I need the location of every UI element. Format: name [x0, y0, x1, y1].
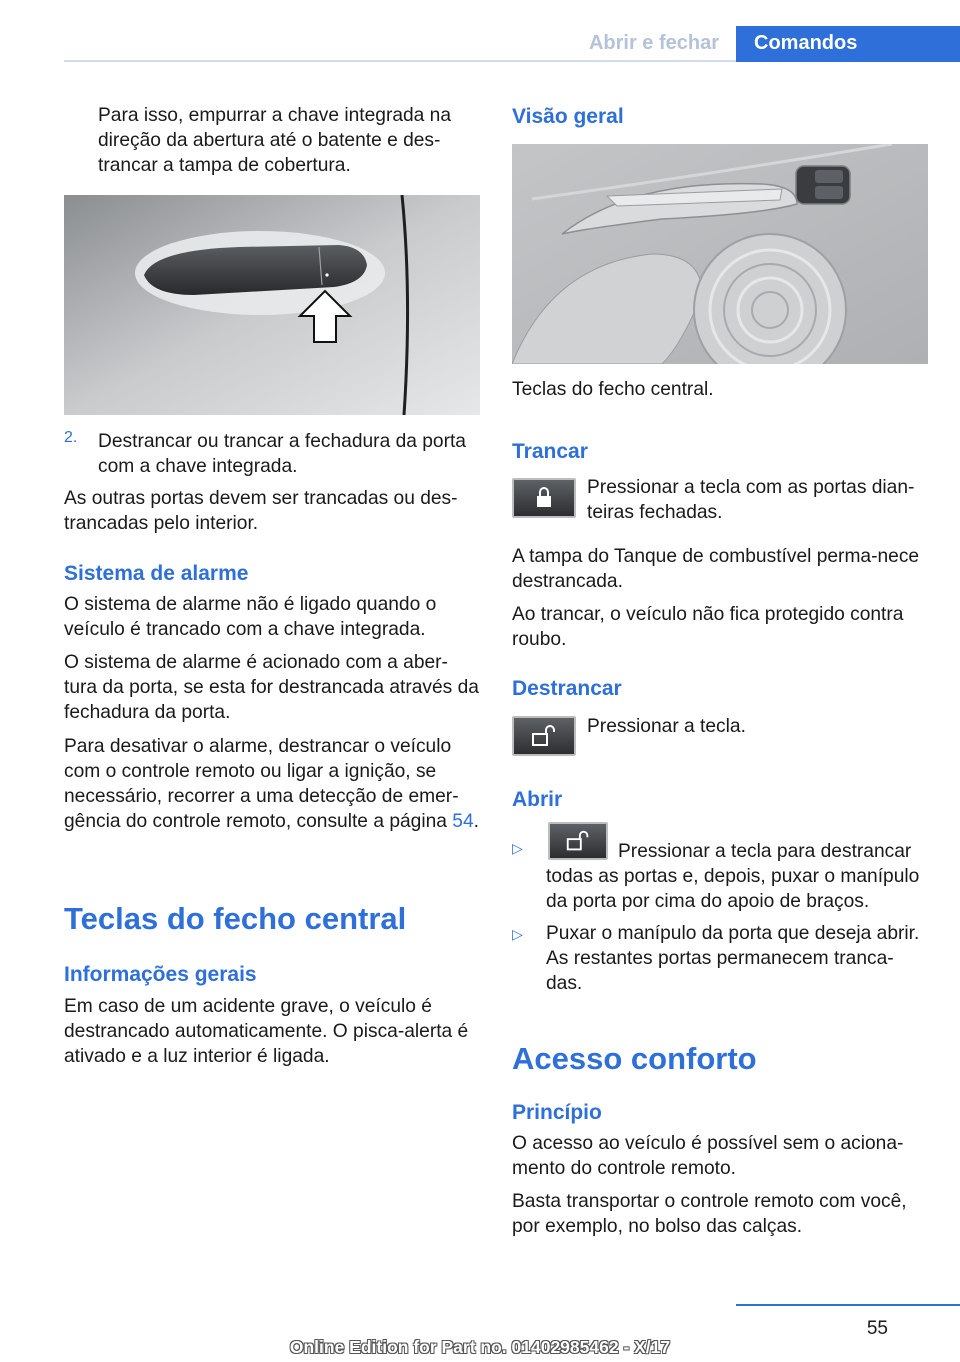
page-number: 55: [866, 1318, 888, 1339]
alarm-para-1: O sistema de alarme não é ligado quando o veículo é trancado com a chave integrada.: [64, 594, 437, 640]
door-panel-photo: [512, 144, 928, 364]
intro-text: Para isso, empurrar a chave integrada na direção da abertura até o batente e des-trancar a tampa de cobertura.: [98, 105, 452, 176]
principle-para-1: O acesso ao veículo é possível sem o aciona-mento do controle remoto.: [512, 1133, 904, 1179]
lock-key-icon: [512, 478, 576, 518]
page-link[interactable]: 54: [452, 811, 474, 832]
lock-text: Pressionar a tecla com as portas dian-teiras fechadas.: [587, 477, 915, 523]
open-item-1-text: Pressionar a tecla para destrancar todas as portas e, depois, puxar o manípulo da porta por cima do apoio de braços.: [546, 841, 920, 912]
door-switch-cluster: [796, 166, 850, 204]
alarm-heading: Sistema de alarme: [64, 562, 249, 585]
overview-caption: Teclas do fecho central.: [512, 379, 714, 400]
bullet-icon: ▷: [512, 926, 523, 942]
unlock-heading: Destrancar: [512, 677, 622, 700]
current-tab[interactable]: Comandos: [736, 26, 960, 62]
other-doors-text: As outras portas devem ser trancadas ou des-trancadas pelo interior.: [64, 488, 458, 534]
alarm-para-2: O sistema de alarme é acionado com a aber-tura da porta, se esta for destrancada através da fechadura da porta.: [64, 652, 479, 723]
open-item-1: [512, 822, 928, 914]
open-item-2-text: Puxar o manípulo da porta que deseja abrir. As restantes portas permanecem tranca-das.: [546, 923, 920, 994]
unlock-key-icon: [512, 716, 576, 756]
step-2: [64, 429, 480, 479]
open-heading: Abrir: [512, 788, 563, 811]
unlock-text: Pressionar a tecla.: [587, 716, 746, 737]
fuel-flap-text: A tampa do Tanque de combustível perma-nece destrancada.: [512, 546, 920, 592]
open-item-2: [512, 921, 928, 996]
step-number: 2.: [64, 429, 78, 446]
lock-open-icon: [550, 824, 606, 858]
theft-text: Ao trancar, o veículo não fica protegido contra roubo.: [512, 604, 904, 650]
step-text: Destrancar ou trancar a fechadura da porta com a chave integrada.: [98, 431, 466, 477]
door-handle-illustration: [64, 195, 480, 415]
section-tab[interactable]: Abrir e fechar: [588, 32, 720, 54]
principle-para-2: Basta transportar o controle remoto com você, por exemplo, no bolso das calças.: [512, 1191, 907, 1237]
footer-rule: [736, 1304, 960, 1306]
general-info-text: Em caso de um acidente grave, o veículo é destrancado automaticamente. O pisca-alerta é ativado e a luz interior é ligada.: [64, 996, 469, 1067]
central-locking-heading: Teclas do fecho central: [64, 901, 407, 936]
overview-heading: Visão geral: [512, 105, 624, 128]
bullet-icon: ▷: [512, 840, 523, 856]
edition-footer: Online Edition for Part no. 01402985462 - X/17: [289, 1337, 671, 1357]
lock-heading: Trancar: [512, 440, 588, 463]
unlock-key-icon: [548, 822, 608, 860]
lock-open-icon: [514, 718, 574, 754]
general-info-heading: Informações gerais: [64, 963, 257, 986]
comfort-access-heading: Acesso conforto: [512, 1041, 757, 1076]
alarm-para-3: Para desativar o alarme, destrancar o veículo com o controle remoto ou ligar a ignição, se necessário, recorrer a uma detecção de emer-gência do controle remoto, consulte a página 54.: [64, 736, 479, 832]
principle-heading: Princípio: [512, 1101, 602, 1124]
lock-closed-icon: [514, 480, 574, 516]
door-handle-photo: [64, 195, 480, 415]
door-panel-illustration: [512, 144, 928, 364]
